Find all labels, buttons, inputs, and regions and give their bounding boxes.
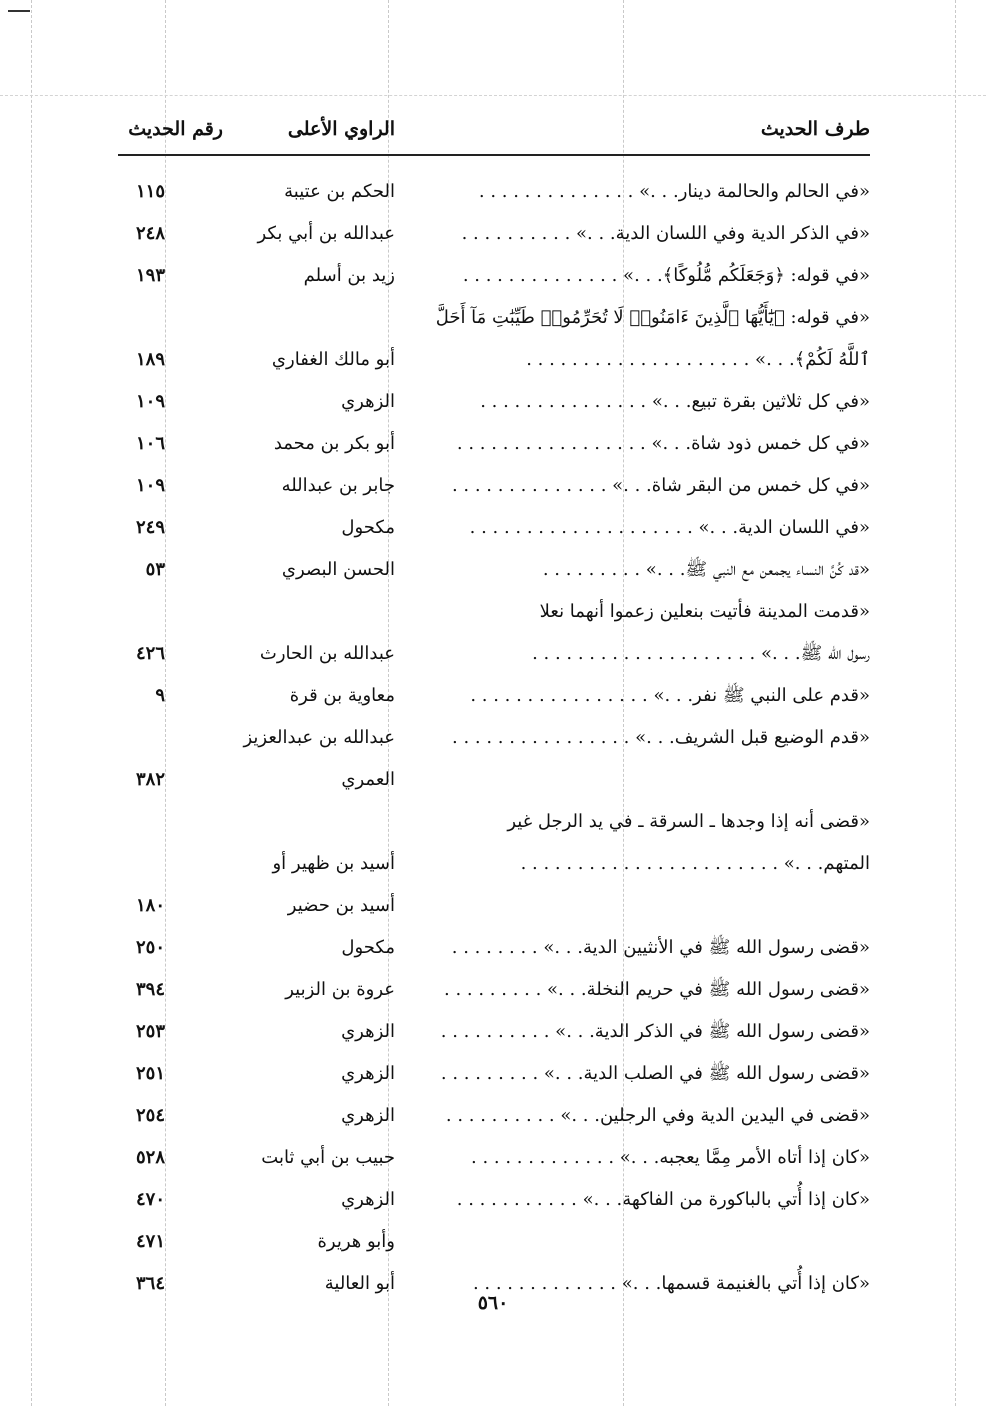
narrator-name: عبدالله بن أبي بكر [257,223,395,244]
hadith-incipit: «في كل ثلاثين بقرة تبيع. . .» . . . . . . . . . . . . . . . [480,391,870,412]
table-row [118,1221,870,1263]
table-row [118,1011,870,1053]
hadith-number: ٢٤٨ [135,223,165,244]
narrator-name: عبدالله بن عبدالعزيز [243,727,395,748]
narrator-name: الزهري [341,391,395,412]
hadith-incipit: «قد كُنَّ النساء يجمعن مع النبي ﷺ. . .» . . . . . . . . . [542,559,870,580]
narrator-name: عبدالله بن الحارث [259,643,395,664]
table-row [118,1179,870,1221]
table-row [118,213,870,255]
hadith-incipit: «قضى رسول الله ﷺ في حريم النخلة. . .» . . . . . . . . . [444,979,870,1000]
narrator-name: زيد بن أسلم [303,265,395,286]
hadith-number: ٩ [155,685,165,706]
table-row [118,255,870,297]
table-row [118,717,870,759]
table-row [118,381,870,423]
index-table [118,171,870,1305]
number-column-heading: رقم الحديث [128,118,223,140]
scan-guide-line [955,0,956,1406]
hadith-incipit: «في كل خمس ذود شاة. . .» . . . . . . . . . . . . . . . . . [456,433,870,454]
hadith-number: ٤٧٠ [135,1189,165,1210]
narrator-name: الحكم بن عتيبة [284,181,395,202]
hadith-incipit: «في الحالم والحالمة دينار. . .» . . . . . . . . . . . . . . [478,181,870,202]
hadith-number: ٣٩٤ [135,979,165,1000]
hadith-incipit: «في كل خمس من البقر شاة. . .» . . . . . . . . . . . . . . [451,475,870,496]
hadith-number: ١٨٩ [135,349,165,370]
hadith-incipit: «قدمت المدينة فأتيت بنعلين زعموا أنهما نعلا [539,601,870,622]
narrator-name: مكحول [341,937,395,958]
hadith-incipit: «قدم على النبي ﷺ نفر. . .» . . . . . . . . . . . . . . . . [470,685,870,706]
hadith-incipit: «كان إذا أُتي بالباكورة من الفاكهة. . .» . . . . . . . . . . . [456,1189,870,1210]
hadith-incipit: «قضى رسول الله ﷺ في الذكر الدية. . .» . . . . . . . . . . [440,1021,870,1042]
hadith-incipit: المتهم. . .» . . . . . . . . . . . . . . . . . . . . . . . [520,853,870,874]
narrator-name: الزهري [341,1021,395,1042]
hadith-incipit: «قضى أنه إذا وجدها ـ السرقة ـ في يد الرجل غير [507,811,870,832]
hadith-number: ١٠٩ [135,475,165,496]
hadith-number: ١٠٦ [135,433,165,454]
hadith-incipit: «في قوله: ﴿يَٰٓأَيُّهَا ٱلَّذِينَ ءَامَنُوا۟ لَا تُحَرِّمُوا۟ طَيِّبَٰتِ مَآ أَحَلَّ [435,307,870,328]
narrator-name: الزهري [341,1189,395,1210]
hadith-incipit: «كان إذا أُتي بالغنيمة قسمها. . .» . . . . . . . . . . . . . [472,1273,870,1294]
table-row [118,423,870,465]
table-row [118,1095,870,1137]
table-row [118,633,870,675]
table-row [118,927,870,969]
narrator-name: مكحول [341,517,395,538]
narrator-name: الزهري [341,1063,395,1084]
table-row [118,591,870,633]
scan-corner-mark [8,10,30,12]
hadith-incipit: رسول الله ﷺ. . .» . . . . . . . . . . . . . . . . . . . . [532,643,870,664]
table-row [118,843,870,885]
hadith-number: ٢٤٩ [135,517,165,538]
narrator-name: العمري [341,769,395,790]
narrator-name: أبو العالية [324,1273,395,1294]
table-row [118,171,870,213]
narrator-name: الحسن البصري [281,559,395,580]
hadith-number: ٣٨٢ [135,769,165,790]
hadith-number: ٣٦٤ [135,1273,165,1294]
hadith-incipit: «كان إذا أتاه الأمر مِمَّا يعجبه. . .» . . . . . . . . . . . . . [471,1147,870,1168]
hadith-incipit: «قضى في اليدين الدية وفي الرجلين. . .» . . . . . . . . . . [445,1105,870,1126]
hadith-incipit: ٱللَّهُ لَكُمْ﴾. . .» . . . . . . . . . . . . . . . . . . . . [526,349,870,370]
narrator-name: أبو بكر بن محمد [273,433,395,454]
scan-guide-line [31,0,32,1406]
table-row [118,1137,870,1179]
hadith-incipit: «في اللسان الدية. . .» . . . . . . . . . . . . . . . . . . . . [469,517,870,538]
hadith-number: ١٨٠ [135,895,165,916]
narrator-name: معاوية بن قرة [289,685,395,706]
narrator-name: أسيد بن ظهير أو [272,853,395,874]
hadith-column-heading: طرف الحديث [760,118,870,140]
narrator-name: جابر بن عبدالله [281,475,395,496]
table-row [118,339,870,381]
hadith-number: ٥٣ [145,559,165,580]
hadith-number: ٤٧١ [135,1231,165,1252]
hadith-number: ١١٥ [135,181,165,202]
hadith-number: ٢٥٠ [135,937,165,958]
scan-guide-line [0,95,986,96]
hadith-number: ٥٢٨ [135,1147,165,1168]
hadith-number: ٢٥١ [135,1063,165,1084]
table-row [118,549,870,591]
table-row [118,675,870,717]
table-row [118,297,870,339]
table-row [118,465,870,507]
table-row [118,801,870,843]
table-row [118,1053,870,1095]
hadith-number: ١٩٣ [135,265,165,286]
table-row [118,507,870,549]
table-row [118,885,870,927]
hadith-number: ١٠٩ [135,391,165,412]
narrator-column-heading: الراوي الأعلى [287,118,395,140]
table-row [118,759,870,801]
narrator-name: عروة بن الزبير [285,979,395,1000]
page-number: ٥٦٠ [477,1292,509,1314]
narrator-name: حبيب بن أبي ثابت [261,1147,395,1168]
hadith-number: ٢٥٤ [135,1105,165,1126]
narrator-name: أبو مالك الغفاري [271,349,395,370]
hadith-incipit: «في الذكر الدية وفي اللسان الدية. . .» . . . . . . . . . . [461,223,870,244]
table-row [118,969,870,1011]
hadith-number: ٢٥٣ [135,1021,165,1042]
hadith-number: ٤٢٦ [135,643,165,664]
narrator-name: الزهري [341,1105,395,1126]
hadith-incipit: «قضى رسول الله ﷺ في الصلب الدية. . .» . . . . . . . . . [440,1063,870,1084]
hadith-incipit: «قدم الوضيع قبل الشريف. . .» . . . . . . . . . . . . . . . . [452,727,870,748]
table-header [118,112,870,152]
narrator-name: وأبو هريرة [317,1231,395,1252]
narrator-name: أسيد بن حضير [287,895,395,916]
header-rule [118,154,870,156]
hadith-incipit: «قضى رسول الله ﷺ في الأنثيين الدية. . .» . . . . . . . . [451,937,870,958]
hadith-incipit: «في قوله: ﴿وَجَعَلَكُم مُّلُوكًا﴾. . .» . . . . . . . . . . . . . . [462,265,870,286]
